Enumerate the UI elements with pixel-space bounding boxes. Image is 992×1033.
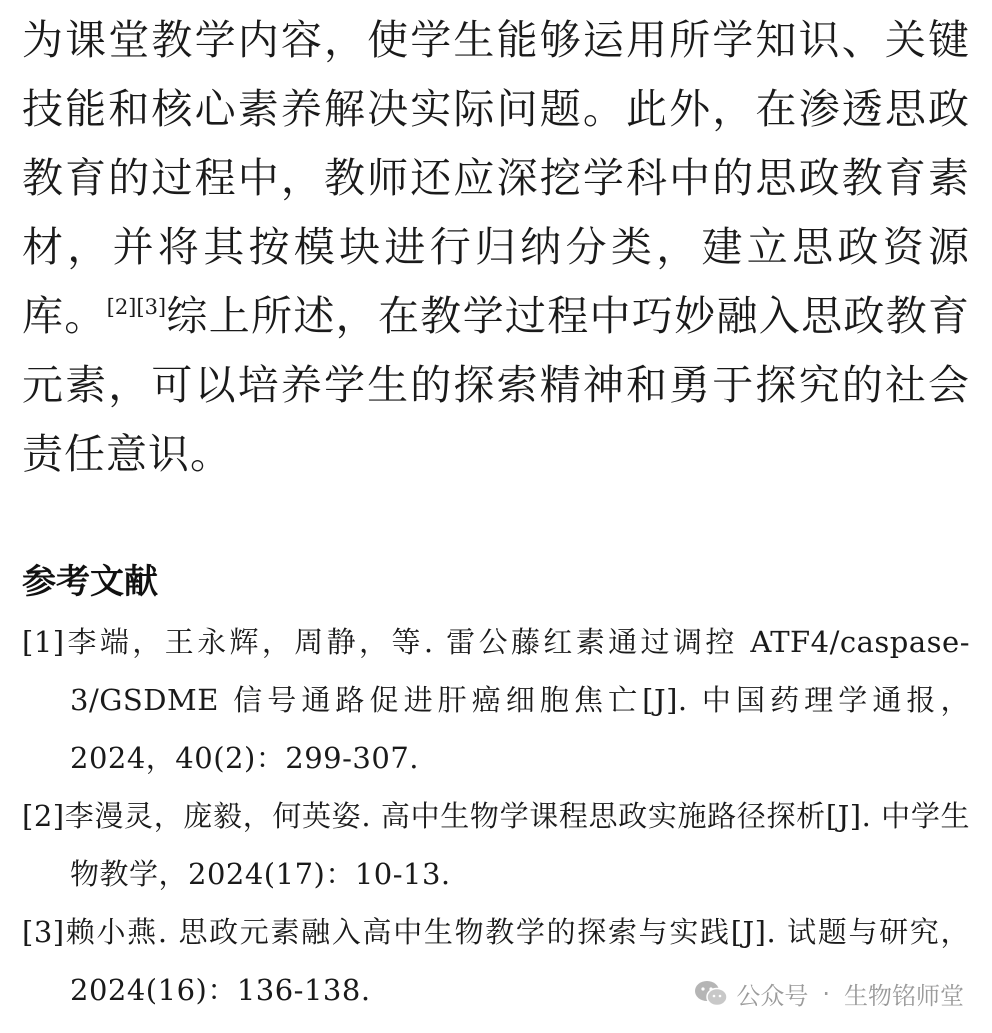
reference-label: [2] [22,799,65,833]
watermark [694,976,964,1011]
article-body [22,6,970,489]
wechat-icon [694,980,728,1008]
references-list [22,613,970,1019]
reference-item [22,613,970,787]
reference-text: 赖小燕. 思政元素融入高中生物教学的探索与实践[J]. 试题与研究，2024(16)：136-138. [64,915,970,1007]
citation-marker[interactable]: [2][3] [106,295,167,319]
reference-text: 李端，王永辉，周静，等. 雷公藤红素通过调控 ATF4/caspase-3/GSDME 信号通路促进肝癌细胞焦亡[J]. 中国药理学通报，2024，40(2)：299-307. [64,625,970,775]
body-paragraph [22,6,970,489]
body-text-main: 为课堂教学内容，使学生能够运用所学知识、关键技能和核心素养解决实际问题。此外，在渗透思政教育的过程中，教师还应深挖学科中的思政教育素材，并将其按模块进行归纳分类，建立思政资源库。 [22,16,970,340]
reference-item [22,787,970,903]
body-text-conclusion: 综上所述，在教学过程中巧妙融入思政教育元素，可以培养学生的探索精神和勇于探究的社会责任意识。 [22,292,971,478]
reference-text: 李漫灵，庞毅，何英姿. 高中生物学课程思政实施路径探析[J]. 中学生物教学，2024(17)：10-13. [64,799,970,891]
reference-label: [3] [22,915,65,949]
reference-label: [1] [22,625,65,659]
references-heading: 参考文献 [22,562,158,602]
account-type: 公众号 [736,982,809,1010]
footer-separator: · [822,979,830,1008]
account-name[interactable]: 生物铭师堂 [844,982,964,1010]
